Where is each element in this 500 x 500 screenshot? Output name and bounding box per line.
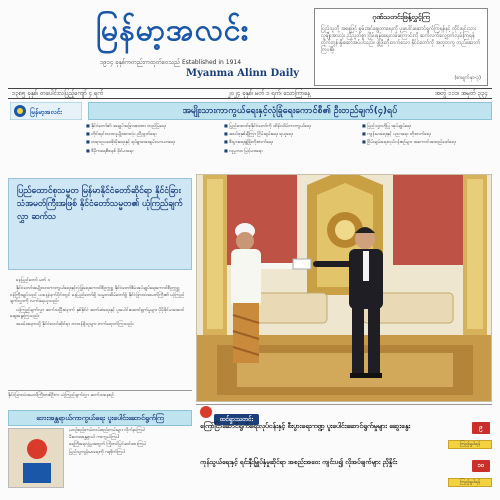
lead-story-headline[interactable]: ပြည်ထောင်စုသမ္မတ မြန်မာနိုင်ငံတော်ဆိုင်ရာ နိုင်ငံခြားသံအမတ်ကြီးအဖြစ် နိုင်ငံတော်သမ္မတ၏ ယုံကြည်ချက်လွှာ ဆက်သ: [8, 178, 192, 270]
newspaper-name-en: Myanma Alinn Daily: [186, 68, 300, 79]
safety-item: ယာဉ်စည်းကမ်းလမ်းစည်းကမ်းများ လိုက်နာကြပါ: [69, 428, 146, 433]
credentials-ceremony-image: [197, 175, 492, 402]
summary-item: ■ ငြိမ်းချမ်းရေးလုပ်ငန်းစဉ်များ အကောင်အထည်ဖော်ရေး: [362, 139, 492, 146]
highlight-bullet-icon: [200, 406, 212, 418]
summary-column-2: [224, 123, 354, 171]
safety-notice-illustration: [9, 429, 64, 488]
summary-column-3: [362, 123, 492, 171]
highlight-headline-2[interactable]: ကုန်သွယ်ရေးနှင့် ရင်းနှီးမြှုပ်နှံမှုဆိုင်ရာ အစည်းအဝေး ကျင်းပ၍ လိုအပ်ချက်များ ညှိနှိုင်း: [200, 458, 398, 466]
objectives-banner: အမျိုးသားကာကွယ်ရေးနှင့်လုံခြုံရေးကောင်စီ၏ ဦးတည်ချက်(၄)ရပ်: [88, 102, 492, 120]
dateline: [8, 88, 492, 99]
summary-item: ■ စီးပွားရေးဖွံ့ဖြိုးတိုးတက်ရေး: [224, 139, 354, 146]
lead-photo[interactable]: [196, 174, 492, 402]
section-divider: [196, 404, 492, 405]
safety-item: ပြည်သူ့ကျန်းမာရေးကို ဂရုစိုက်ကြပါ: [69, 449, 126, 455]
summary-item: ■ ဒီမိုကရေစီစနစ် ခိုင်မာရေး: [86, 148, 216, 155]
dateline-left: ၁၃၈၅ ခုနှစ်၊ တပေါင်းလပြည့်ကျော် ၄ ရက်: [12, 90, 104, 97]
summary-item: ■ ပြည်ထောင်စုနိုင်ငံတော်ကို ထိန်းသိမ်းကာကွယ်ရေး: [224, 123, 354, 130]
established-line: ၁၉၁၄ ခုနှစ်ကတည်းကထုတ်ဝေသည် Established in 1914: [100, 59, 242, 66]
story-paragraph: ယုံကြည်ချက်လွှာ ဆက်သပြီးနောက် နှစ်နိုင်ငံ ဆက်ဆံရေးနှင့် ပူးပေါင်းဆောင်ရွက်မှုများ ပိုမိုခိုင်မာအောင် ဆွေးနွေးကြသည်။: [10, 307, 185, 320]
story-paragraph: နိုင်ငံတော်အမျိုးသားကာကွယ်ရေးနှင့်လုံခြုံရေးကောင်စီဥက္ကဋ္ဌ နိုင်ငံတော်စီမံအုပ်ချုပ်ရေးကောင်စီဥက္ကဋ္ဌ ဝန်ကြီးချုပ်သည် ယနေ့နံနက်ပိုင်းတွင် နေပြည်တော်ရှိ သမ္မတအိမ်တော်၌ နိုင်ငံခြားသံအမတ်ကြီး၏ ယုံကြည်ချက်လွှာကို လက်ခံရယူသည်။: [10, 286, 185, 305]
page-number-flag-1: ၉: [472, 422, 490, 434]
page-number-flag-2: ၁၀: [472, 460, 490, 472]
summary-item: ■ ကျန်းမာရေးနှင့် ပညာရေး တိုးတက်ရေး: [362, 131, 492, 138]
newspaper-title: မြန်မာ့အလင်း: [96, 13, 250, 48]
safety-item: မီးဘေးအန္တရာယ် ကာကွယ်ကြပါ: [69, 435, 120, 441]
safety-notice-text: [69, 428, 192, 494]
objectives-logo-text: မြန်မာ့အလင်း: [30, 108, 62, 116]
dateline-center: ၂၀၂၄ ခုနှစ်၊ မတ် ၁ ရက်၊ သောကြာနေ့: [227, 90, 311, 97]
summary-item: ■ တရားဥပဒေစိုးမိုးရေးနှင့် ရပ်ရွာအေးချမ်းသာယာရေး: [86, 139, 216, 146]
safety-notice-heading: ဘေးအန္တရာယ်ကာကွယ်ရေး ပူးပေါင်းဆောင်ရွက်ကြ: [8, 410, 192, 426]
safety-notice-image: [8, 428, 64, 488]
highlights-tag: ထင်ရှားသတင်း: [214, 414, 259, 425]
see-page-badge-1[interactable]: ကြည့်ရှုပါရန်: [448, 440, 492, 449]
highlights-section: [200, 406, 492, 496]
photo-caption: နိုင်ငံခြားသံအမတ်ကြီးတစ်ဦးက ယုံကြည်ချက်လွှာ ဆက်သနေစဉ်: [8, 390, 192, 406]
story-paragraph: အခမ်းအနားသို့ နိုင်ငံတော်ဆိုင်ရာ တာဝန်ရှိသူများ တက်ရောက်ကြသည်။: [16, 322, 134, 328]
dateline-right: အတွဲ ၁၁၁၊ အမှတ် ၃၃၄: [434, 90, 488, 97]
summary-item: ■ ပြည်သူ့ဗဟိုပြု အုပ်ချုပ်ရေး: [362, 123, 492, 130]
announcement-page-ref: (စာမျက်နှာ-၃): [454, 75, 481, 81]
announcement-text: ပြည်သူတို့ အနေဖြင့် စွမ်းအင်ချွေတာရေးကို ပူးပေါင်းဆောင်ရွက်ကြရန်နှင့် တိုင်းရင်းသားလူမျိုးအားလုံး ညီညွတ်စွာ ငြိမ်းချမ်းရေးလမ်းကြောင်းကို ဆက်လက်လျှောက်လှမ်းကြရန် တိုက်တွန်းနှိုးဆော်အပ်ပါသည်။ ဖွံ့ဖြိုးတိုးတက်သော နိုင်ငံတော်ကို အတူတကွ တည်ဆောက်ကြပါစို့။: [321, 26, 481, 53]
safety-notice-body: [8, 428, 192, 494]
summary-item: ■ လူမှုဘဝ မြင့်မားရေး: [224, 148, 354, 155]
summary-item: ■ ဆယ်စုနှစ်ချီကြာ ငြိမ်းချမ်းရေး ရယူရေး: [224, 131, 354, 138]
summary-item: ■ နိုင်ငံတော်၏ အချုပ်အခြာအာဏာ တည်မြဲရေး: [86, 123, 216, 130]
see-page-badge-2[interactable]: ကြည့်ရှုပါရန်: [448, 478, 492, 487]
summary-item: ■ တိုင်းရင်းသားလူမျိုးအားလုံး ညီညွတ်ရေး: [86, 131, 216, 138]
announcement-box: [314, 8, 488, 86]
objectives-summary: [86, 123, 492, 171]
safety-item: ရေကြီးရေလျှံမှုအတွက် ကြိုတင်ပြင်ဆင်ထားကြပါ: [69, 442, 147, 448]
story-paragraph: နေပြည်တော် မတ် ၁: [16, 278, 51, 283]
lead-story-body: [8, 276, 192, 388]
announcement-heading: ဂုဏ်သတင်းဖြန့်လွှင့်ကြ: [372, 13, 430, 21]
summary-column-1: [86, 123, 216, 171]
highlight-headline-1[interactable]: ကြော်ငြာဆောင်ရွက်ရေးလုပ်ငန်းနှင့် စီးပွားရေးကဏ္ဍ ပူးပေါင်းဆောင်ရွက်မှုများ ဆွေးနွေး: [200, 422, 411, 430]
objectives-logo: [10, 102, 82, 120]
